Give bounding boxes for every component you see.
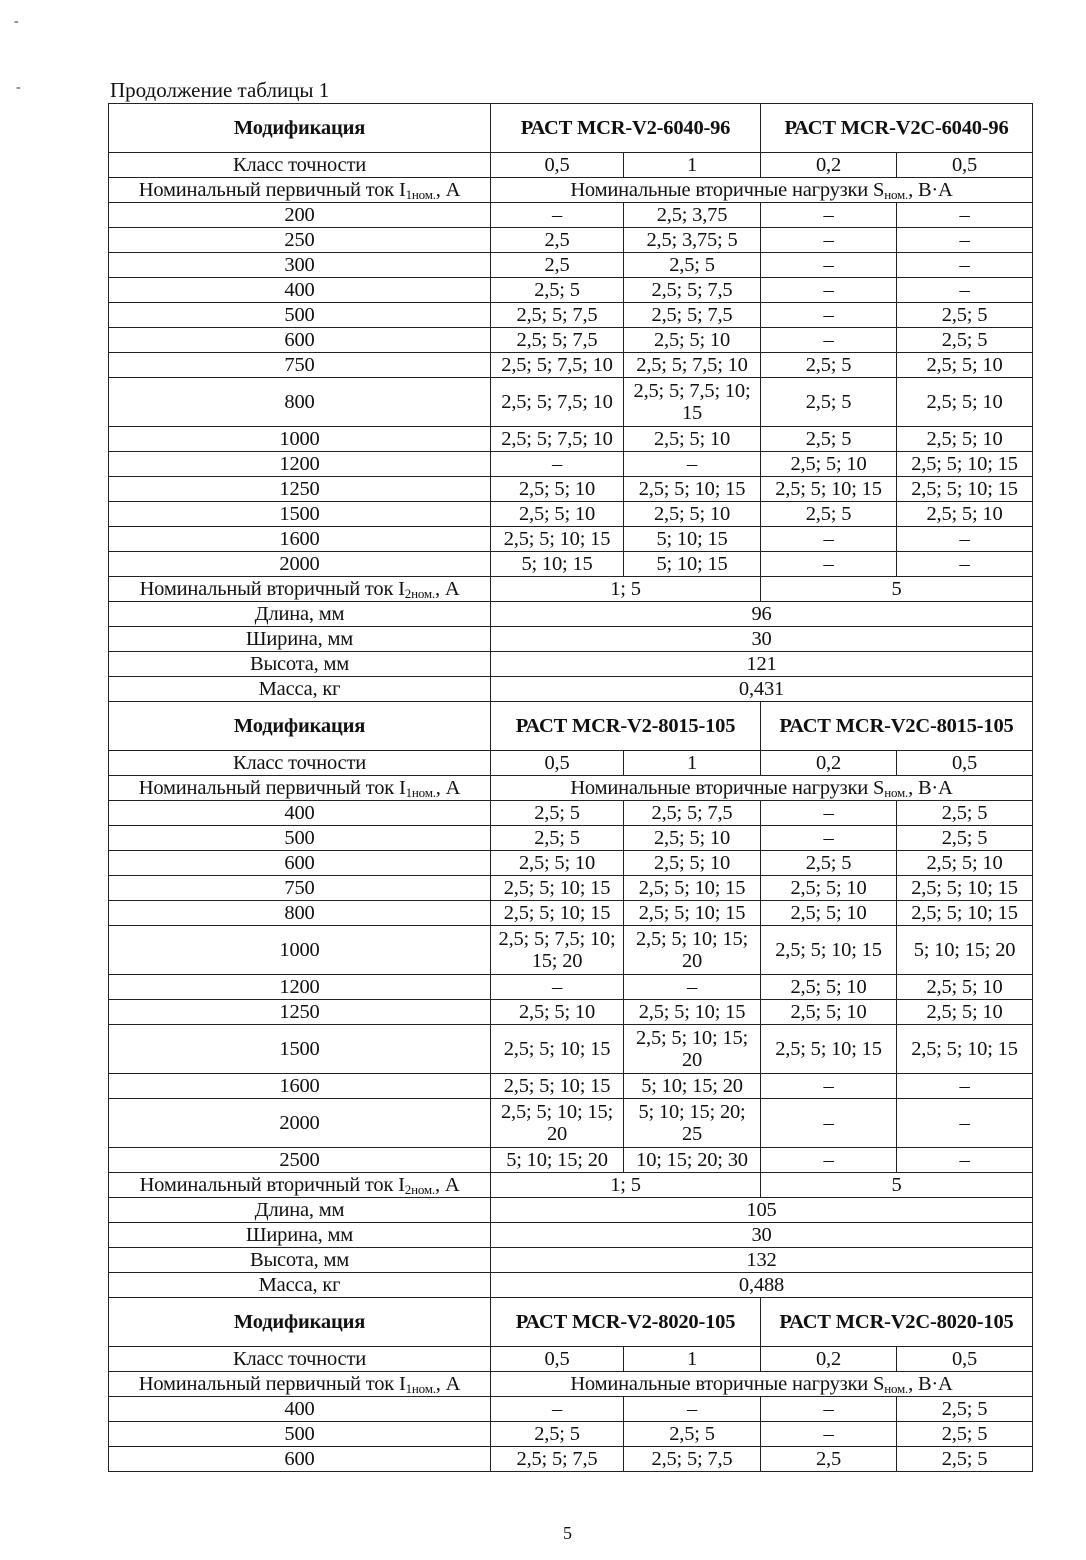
primary-current-value: 1000	[109, 427, 491, 452]
load-value: 2,5; 5	[761, 378, 897, 427]
length-label: Длина, мм	[109, 1198, 491, 1223]
modification-label: Модификация	[109, 702, 491, 751]
load-value: 2,5; 5; 10; 15; 20	[624, 926, 761, 975]
load-value: –	[491, 975, 624, 1000]
modification-row	[109, 1298, 1033, 1347]
load-value: 2,5; 5	[897, 1447, 1033, 1472]
load-value: –	[761, 1074, 897, 1099]
width-row	[109, 1223, 1033, 1248]
accuracy-class-value: 0,5	[897, 751, 1033, 776]
load-value: 2,5; 5	[897, 328, 1033, 353]
load-header-row	[109, 178, 1033, 203]
primary-current-value: 1200	[109, 452, 491, 477]
load-value: –	[491, 1397, 624, 1422]
table-row	[109, 1148, 1033, 1173]
load-value: –	[491, 203, 624, 228]
load-value: 5; 10; 15; 20; 25	[624, 1099, 761, 1148]
height-value: 121	[491, 652, 1033, 677]
load-value: –	[761, 203, 897, 228]
load-value: 2,5; 5	[897, 826, 1033, 851]
table-row	[109, 303, 1033, 328]
model-b-name: РАСТ MCR-V2C-8015-105	[761, 702, 1033, 751]
spec-table-wrapper	[108, 103, 1033, 1472]
load-value: 2,5; 5; 10; 15	[761, 477, 897, 502]
accuracy-class-value: 0,5	[491, 751, 624, 776]
load-value: 2,5; 5; 10	[491, 1000, 624, 1025]
mass-label: Масса, кг	[109, 677, 491, 702]
table-row	[109, 328, 1033, 353]
load-value: 2,5; 5; 10	[491, 851, 624, 876]
load-value: –	[761, 328, 897, 353]
load-value: 2,5; 5; 10	[761, 901, 897, 926]
primary-current-value: 2000	[109, 552, 491, 577]
load-value: 2,5; 5; 7,5	[624, 278, 761, 303]
table-row	[109, 278, 1033, 303]
load-value: 2,5; 5; 10; 15	[491, 527, 624, 552]
load-value: –	[897, 253, 1033, 278]
primary-current-value: 1500	[109, 1025, 491, 1074]
accuracy-class-label: Класс точности	[109, 751, 491, 776]
table-row	[109, 1074, 1033, 1099]
primary-current-value: 600	[109, 1447, 491, 1472]
load-value: 10; 15; 20; 30	[624, 1148, 761, 1173]
accuracy-class-value: 1	[624, 153, 761, 178]
load-value: 2,5; 5; 7,5; 10; 15	[624, 378, 761, 427]
load-value: 2,5; 5; 10; 15	[491, 1074, 624, 1099]
load-value: 5; 10; 15	[491, 552, 624, 577]
table-row	[109, 901, 1033, 926]
load-value: 2,5; 5	[491, 826, 624, 851]
load-value: 2,5; 5; 10	[624, 826, 761, 851]
table-row	[109, 801, 1033, 826]
load-value: –	[761, 278, 897, 303]
load-value: –	[761, 801, 897, 826]
table-row	[109, 826, 1033, 851]
load-value: 2,5; 5; 7,5	[624, 303, 761, 328]
accuracy-class-value: 0,5	[897, 153, 1033, 178]
load-value: –	[761, 552, 897, 577]
table-row	[109, 527, 1033, 552]
load-value: 2,5; 5; 10; 15	[761, 1025, 897, 1074]
load-value: –	[897, 552, 1033, 577]
primary-current-value: 400	[109, 1397, 491, 1422]
load-value: 2,5; 3,75; 5	[624, 228, 761, 253]
accuracy-class-row	[109, 751, 1033, 776]
accuracy-class-value: 0,5	[491, 1347, 624, 1372]
accuracy-class-label: Класс точности	[109, 1347, 491, 1372]
accuracy-class-label: Класс точности	[109, 153, 491, 178]
load-value: 2,5; 5; 10; 15	[491, 901, 624, 926]
spec-table	[108, 103, 1033, 1472]
load-value: 2,5; 5	[624, 1422, 761, 1447]
load-value: 5; 10; 15; 20	[624, 1074, 761, 1099]
load-value: –	[897, 228, 1033, 253]
load-value: 2,5; 5; 7,5; 10	[491, 427, 624, 452]
load-value: 2,5; 5	[761, 502, 897, 527]
primary-current-value: 1250	[109, 477, 491, 502]
load-value: 5; 10; 15; 20	[897, 926, 1033, 975]
accuracy-class-value: 1	[624, 1347, 761, 1372]
secondary-current-a: 1; 5	[491, 1173, 761, 1198]
table-row	[109, 1397, 1033, 1422]
table-row	[109, 552, 1033, 577]
load-value: 2,5; 5	[491, 1422, 624, 1447]
load-value: 2,5; 5	[897, 303, 1033, 328]
mass-value: 0,431	[491, 677, 1033, 702]
load-value: 2,5; 5; 7,5	[491, 303, 624, 328]
table-row	[109, 876, 1033, 901]
primary-current-value: 750	[109, 876, 491, 901]
length-row	[109, 1198, 1033, 1223]
table-row	[109, 975, 1033, 1000]
load-value: –	[491, 452, 624, 477]
primary-current-value: 1000	[109, 926, 491, 975]
primary-current-value: 500	[109, 303, 491, 328]
load-value: 2,5; 5; 10	[624, 502, 761, 527]
model-a-name: РАСТ MCR-V2-6040-96	[491, 104, 761, 153]
primary-current-value: 300	[109, 253, 491, 278]
load-value: 2,5; 5; 10	[761, 876, 897, 901]
load-value: 2,5; 5	[761, 851, 897, 876]
mass-value: 0,488	[491, 1273, 1033, 1298]
load-value: 2,5; 5; 10	[897, 353, 1033, 378]
table-row	[109, 452, 1033, 477]
load-value: 2,5; 5; 7,5	[624, 1447, 761, 1472]
load-value: 2,5; 5; 10; 15	[624, 876, 761, 901]
primary-current-header: Номинальный первичный ток $I_{1ном.}$, А	[109, 178, 491, 203]
table-row	[109, 1000, 1033, 1025]
load-value: 2,5; 5; 10; 15	[624, 901, 761, 926]
load-value: –	[897, 278, 1033, 303]
load-value: 2,5; 5	[897, 1397, 1033, 1422]
secondary-loads-header: Номинальные вторичные нагрузки $S_{ном.}$, В·А	[491, 1372, 1033, 1397]
load-value: –	[761, 1099, 897, 1148]
height-label: Высота, мм	[109, 652, 491, 677]
primary-current-value: 400	[109, 278, 491, 303]
load-value: 2,5; 5; 10	[491, 477, 624, 502]
table-row	[109, 477, 1033, 502]
table-row	[109, 353, 1033, 378]
load-value: 2,5; 5; 10	[624, 851, 761, 876]
load-value: 2,5; 5; 10; 15	[897, 477, 1033, 502]
primary-current-value: 2500	[109, 1148, 491, 1173]
model-b-name: РАСТ MCR-V2C-6040-96	[761, 104, 1033, 153]
mass-label: Масса, кг	[109, 1273, 491, 1298]
width-label: Ширина, мм	[109, 1223, 491, 1248]
secondary-loads-header: Номинальные вторичные нагрузки $S_{ном.}$, В·А	[491, 178, 1033, 203]
load-value: 2,5; 5; 7,5; 10	[624, 353, 761, 378]
secondary-current-b: 5	[761, 1173, 1033, 1198]
load-value: 2,5; 5; 10; 15	[624, 477, 761, 502]
page-number: 5	[563, 1523, 572, 1543]
load-value: 2,5; 5; 10; 15	[761, 926, 897, 975]
load-value: 2,5; 5; 7,5	[624, 801, 761, 826]
table-row	[109, 203, 1033, 228]
accuracy-class-value: 0,5	[491, 153, 624, 178]
primary-current-value: 1200	[109, 975, 491, 1000]
load-value: –	[897, 1148, 1033, 1173]
load-value: 5; 10; 15; 20	[491, 1148, 624, 1173]
table-row	[109, 1025, 1033, 1074]
load-value: 2,5; 5; 10	[897, 427, 1033, 452]
load-value: 2,5; 5	[761, 427, 897, 452]
load-value: 2,5; 5; 10	[897, 851, 1033, 876]
load-value: 2,5; 5	[897, 1422, 1033, 1447]
mass-row	[109, 677, 1033, 702]
table-row	[109, 1099, 1033, 1148]
secondary-current-row	[109, 577, 1033, 602]
load-value: 2,5; 5; 10	[761, 975, 897, 1000]
accuracy-class-value: 0,2	[761, 1347, 897, 1372]
load-value: 2,5; 5	[491, 278, 624, 303]
height-row	[109, 1248, 1033, 1273]
primary-current-value: 500	[109, 1422, 491, 1447]
primary-current-value: 750	[109, 353, 491, 378]
load-value: –	[897, 203, 1033, 228]
model-a-name: РАСТ MCR-V2-8015-105	[491, 702, 761, 751]
table-row	[109, 851, 1033, 876]
accuracy-class-value: 1	[624, 751, 761, 776]
primary-current-value: 250	[109, 228, 491, 253]
secondary-loads-header: Номинальные вторичные нагрузки $S_{ном.}$, В·А	[491, 776, 1033, 801]
load-value: 5; 10; 15	[624, 552, 761, 577]
load-value: 2,5; 5; 10; 15	[491, 1025, 624, 1074]
width-row	[109, 627, 1033, 652]
load-value: 2,5; 5; 10; 15	[897, 452, 1033, 477]
length-value: 96	[491, 602, 1033, 627]
load-value: 2,5; 5; 7,5; 10	[491, 378, 624, 427]
table-row	[109, 502, 1033, 527]
modification-row	[109, 104, 1033, 153]
load-value: 2,5; 5; 10	[624, 328, 761, 353]
load-value: 2,5; 5	[897, 801, 1033, 826]
load-value: 2,5; 5; 10	[897, 1000, 1033, 1025]
primary-current-value: 600	[109, 328, 491, 353]
load-value: –	[897, 1099, 1033, 1148]
table-row	[109, 378, 1033, 427]
load-value: –	[761, 1397, 897, 1422]
primary-current-value: 800	[109, 378, 491, 427]
load-value: 2,5; 5; 10	[624, 427, 761, 452]
table-row	[109, 253, 1033, 278]
load-header-row	[109, 776, 1033, 801]
secondary-current-row	[109, 1173, 1033, 1198]
load-value: 2,5	[491, 253, 624, 278]
height-label: Высота, мм	[109, 1248, 491, 1273]
width-value: 30	[491, 627, 1033, 652]
width-label: Ширина, мм	[109, 627, 491, 652]
table-caption: Продолжение таблицы 1	[110, 78, 330, 102]
primary-current-value: 200	[109, 203, 491, 228]
length-row	[109, 602, 1033, 627]
load-value: 2,5; 5	[761, 353, 897, 378]
primary-current-value: 800	[109, 901, 491, 926]
load-value: 2,5; 5; 10; 15	[897, 876, 1033, 901]
accuracy-class-value: 0,2	[761, 153, 897, 178]
length-value: 105	[491, 1198, 1033, 1223]
primary-current-value: 1500	[109, 502, 491, 527]
load-value: 2,5	[761, 1447, 897, 1472]
primary-current-header: Номинальный первичный ток $I_{1ном.}$, А	[109, 776, 491, 801]
load-value: 2,5; 5; 10	[897, 975, 1033, 1000]
load-value: –	[761, 1148, 897, 1173]
modification-row	[109, 702, 1033, 751]
load-value: –	[897, 1074, 1033, 1099]
load-value: 2,5; 5; 10	[897, 378, 1033, 427]
load-value: 2,5; 3,75	[624, 203, 761, 228]
load-value: 2,5; 5; 10; 15; 20	[624, 1025, 761, 1074]
secondary-current-label: Номинальный вторичный ток $I_{2ном.}$, А	[109, 577, 491, 602]
load-value: 2,5; 5; 10; 15	[897, 901, 1033, 926]
primary-current-value: 1600	[109, 1074, 491, 1099]
load-value: 2,5; 5; 10; 15	[491, 876, 624, 901]
load-value: –	[761, 303, 897, 328]
model-b-name: РАСТ MCR-V2C-8020-105	[761, 1298, 1033, 1347]
accuracy-class-value: 0,2	[761, 751, 897, 776]
primary-current-header: Номинальный первичный ток $I_{1ном.}$, А	[109, 1372, 491, 1397]
primary-current-value: 500	[109, 826, 491, 851]
table-row	[109, 1422, 1033, 1447]
load-value: 2,5; 5; 10	[897, 502, 1033, 527]
load-value: 2,5; 5; 7,5	[491, 328, 624, 353]
load-value: 2,5; 5; 10	[761, 452, 897, 477]
primary-current-value: 1600	[109, 527, 491, 552]
primary-current-value: 400	[109, 801, 491, 826]
modification-label: Модификация	[109, 1298, 491, 1347]
load-value: –	[897, 527, 1033, 552]
table-row	[109, 926, 1033, 975]
load-value: 5; 10; 15	[624, 527, 761, 552]
load-value: 2,5; 5; 7,5; 10	[491, 353, 624, 378]
load-value: –	[761, 1422, 897, 1447]
load-value: 2,5; 5; 10	[761, 1000, 897, 1025]
load-value: 2,5; 5; 10; 15	[624, 1000, 761, 1025]
load-value: –	[761, 527, 897, 552]
load-header-row	[109, 1372, 1033, 1397]
primary-current-value: 1250	[109, 1000, 491, 1025]
accuracy-class-row	[109, 153, 1033, 178]
load-value: 2,5	[491, 228, 624, 253]
load-value: 2,5; 5; 7,5	[491, 1447, 624, 1472]
load-value: –	[761, 228, 897, 253]
margin-mark: -	[14, 14, 19, 29]
table-row	[109, 228, 1033, 253]
length-label: Длина, мм	[109, 602, 491, 627]
mass-row	[109, 1273, 1033, 1298]
load-value: –	[624, 452, 761, 477]
secondary-current-a: 1; 5	[491, 577, 761, 602]
modification-label: Модификация	[109, 104, 491, 153]
primary-current-value: 600	[109, 851, 491, 876]
accuracy-class-value: 0,5	[897, 1347, 1033, 1372]
load-value: 2,5; 5	[491, 801, 624, 826]
model-a-name: РАСТ MCR-V2-8020-105	[491, 1298, 761, 1347]
table-row	[109, 1447, 1033, 1472]
load-value: –	[761, 826, 897, 851]
table-row	[109, 427, 1033, 452]
width-value: 30	[491, 1223, 1033, 1248]
spec-table-body	[109, 104, 1033, 1472]
load-value: –	[761, 253, 897, 278]
accuracy-class-row	[109, 1347, 1033, 1372]
load-value: 2,5; 5; 10; 15; 20	[491, 1099, 624, 1148]
load-value: 2,5; 5	[624, 253, 761, 278]
margin-mark: -	[16, 80, 21, 95]
secondary-current-b: 5	[761, 577, 1033, 602]
load-value: 2,5; 5; 10	[491, 502, 624, 527]
load-value: –	[624, 1397, 761, 1422]
load-value: 2,5; 5; 10; 15	[897, 1025, 1033, 1074]
secondary-current-label: Номинальный вторичный ток $I_{2ном.}$, А	[109, 1173, 491, 1198]
load-value: 2,5; 5; 7,5; 10; 15; 20	[491, 926, 624, 975]
load-value: –	[624, 975, 761, 1000]
height-value: 132	[491, 1248, 1033, 1273]
primary-current-value: 2000	[109, 1099, 491, 1148]
height-row	[109, 652, 1033, 677]
